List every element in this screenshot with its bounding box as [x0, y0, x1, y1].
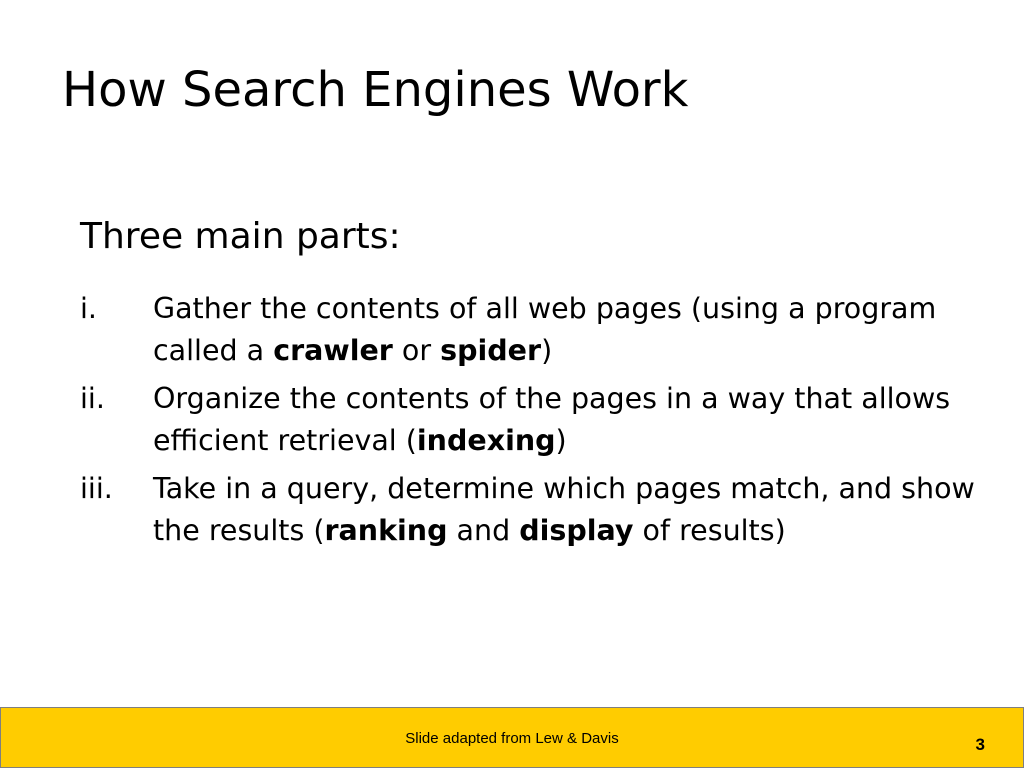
numbered-list	[80, 288, 980, 558]
footer-credit: Slide adapted from Lew & Davis	[405, 730, 619, 747]
list-text: Gather the contents of all web pages (using a program called a	[153, 292, 937, 367]
keyword-ranking: ranking	[324, 514, 448, 547]
slide-subtitle: Three main parts:	[80, 216, 401, 257]
list-text: or	[392, 334, 441, 367]
keyword-indexing: indexing	[416, 424, 556, 457]
list-marker: iii.	[80, 472, 113, 505]
keyword-crawler: crawler	[273, 334, 393, 367]
list-text: )	[555, 424, 567, 457]
list-text: Organize the contents of the pages in a way that allows efficient retrieval (	[153, 382, 951, 457]
keyword-spider: spider	[440, 334, 542, 367]
list-text: and	[447, 514, 520, 547]
keyword-display: display	[519, 514, 634, 547]
page-number: 3	[975, 735, 985, 754]
list-text: Take in a query, determine which pages match, and show the results (	[153, 472, 975, 547]
list-text: )	[541, 334, 553, 367]
list-marker: i.	[80, 292, 97, 325]
list-text: of results)	[633, 514, 786, 547]
list-item	[80, 288, 980, 372]
slide-title: How Search Engines Work	[62, 62, 689, 118]
list-marker: ii.	[80, 382, 105, 415]
list-item	[80, 468, 980, 552]
footer-bar	[0, 707, 1024, 768]
list-item	[80, 378, 980, 462]
